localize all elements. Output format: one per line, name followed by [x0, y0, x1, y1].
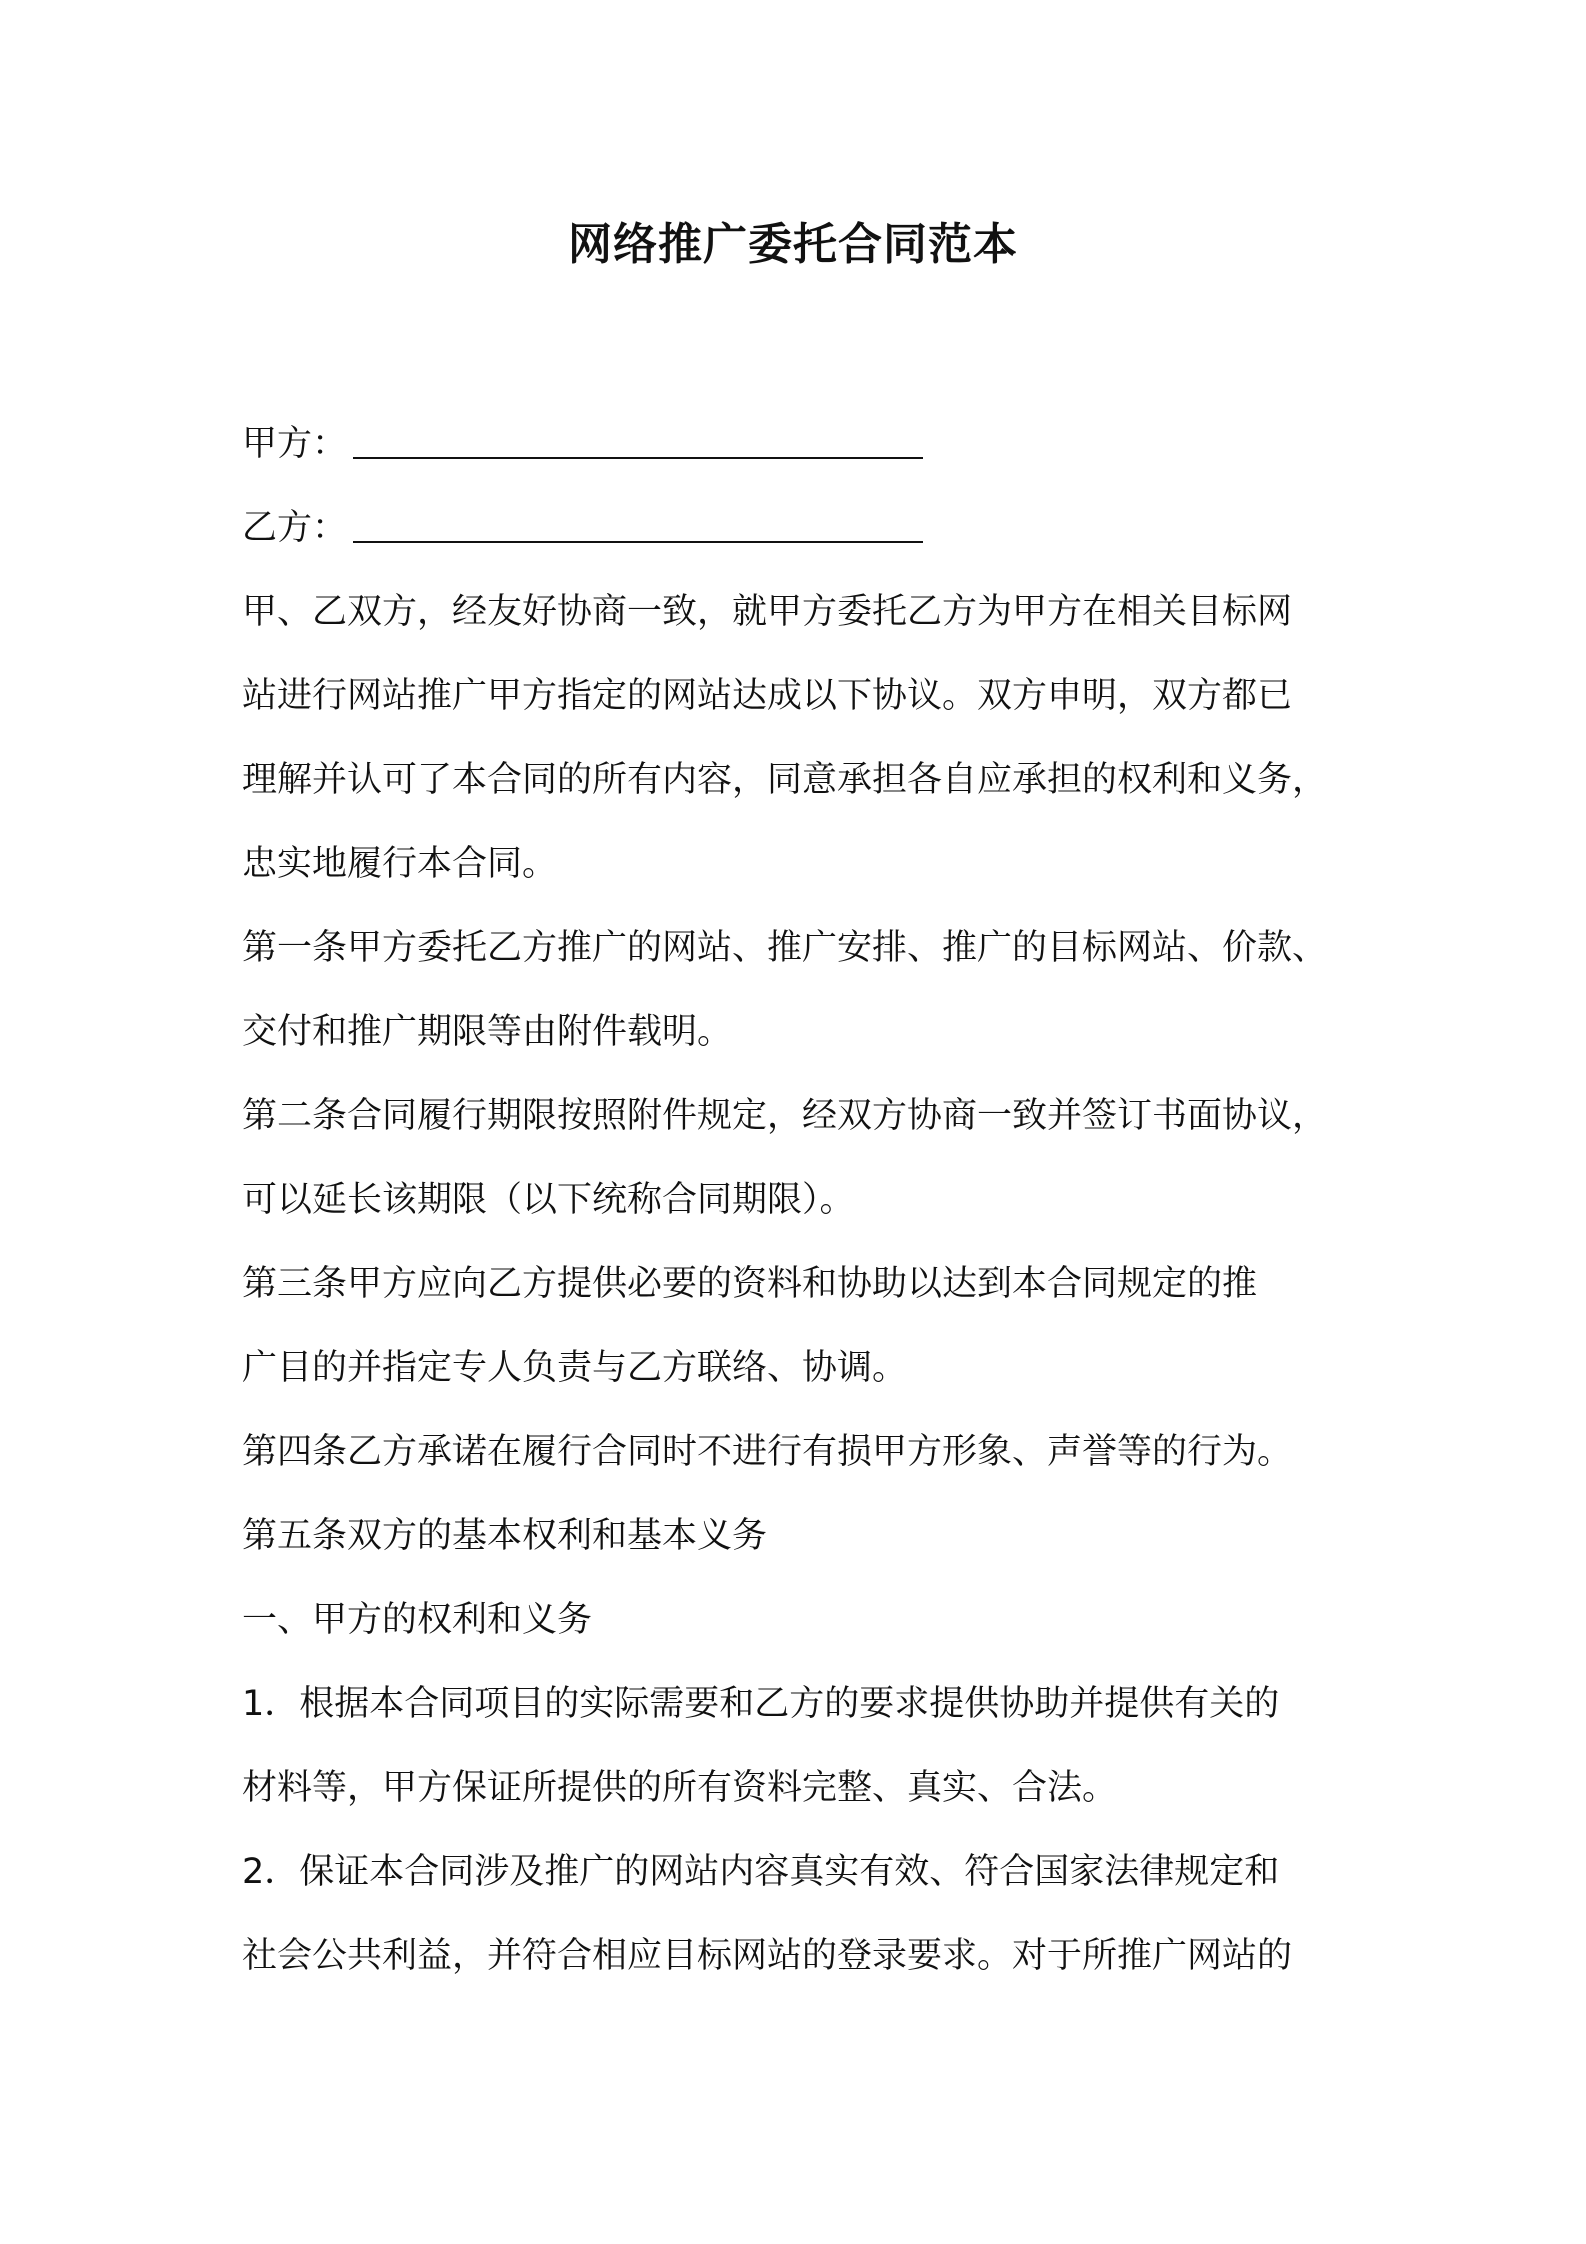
- text-line: 材料等，甲方保证所提供的所有资料完整、真实、合法。: [242, 1768, 1118, 1808]
- party-a-blank: [353, 457, 923, 459]
- document-title: 网络推广委托合同范本: [568, 219, 1018, 270]
- text-line: 甲、乙双方，经友好协商一致，就甲方委托乙方为甲方在相关目标网: [242, 592, 1293, 632]
- party-a-label: 甲方：: [242, 424, 348, 464]
- article-5-line: 第五条双方的基本权利和基本义务: [242, 1516, 768, 1556]
- text-line: 交付和推广期限等由附件载明。: [242, 1012, 733, 1052]
- party-a-line: [242, 402, 1362, 486]
- article-3-line: 第三条甲方应向乙方提供必要的资料和协助以达到本合同规定的推: [242, 1264, 1258, 1304]
- text-line: 站进行网站推广甲方指定的网站达成以下协议。双方申明，双方都已: [242, 676, 1293, 716]
- document-body: [242, 402, 1362, 1998]
- party-b-line: [242, 486, 1362, 570]
- party-b-label: 乙方：: [242, 508, 348, 548]
- item-2-line: 2．保证本合同涉及推广的网站内容真实有效、符合国家法律规定和: [242, 1852, 1280, 1892]
- text-line: 广目的并指定专人负责与乙方联络、协调。: [242, 1348, 908, 1388]
- text-line: 理解并认可了本合同的所有内容，同意承担各自应承担的权利和义务，: [242, 760, 1328, 800]
- text-line: 社会公共利益，并符合相应目标网站的登录要求。对于所推广网站的: [242, 1936, 1293, 1976]
- article-2-line: 第二条合同履行期限按照附件规定，经双方协商一致并签订书面协议，: [242, 1096, 1328, 1136]
- text-line: 忠实地履行本合同。: [242, 844, 558, 884]
- article-1-line: 第一条甲方委托乙方推广的网站、推广安排、推广的目标网站、价款、: [242, 928, 1328, 968]
- text-line: 可以延长该期限（以下统称合同期限）。: [242, 1180, 855, 1220]
- article-4-line: 第四条乙方承诺在履行合同时不进行有损甲方形象、声誉等的行为。: [242, 1432, 1293, 1472]
- item-1-line: 1．根据本合同项目的实际需要和乙方的要求提供协助并提供有关的: [242, 1684, 1280, 1724]
- party-b-blank: [353, 541, 923, 543]
- section-heading: 一、甲方的权利和义务: [242, 1600, 593, 1640]
